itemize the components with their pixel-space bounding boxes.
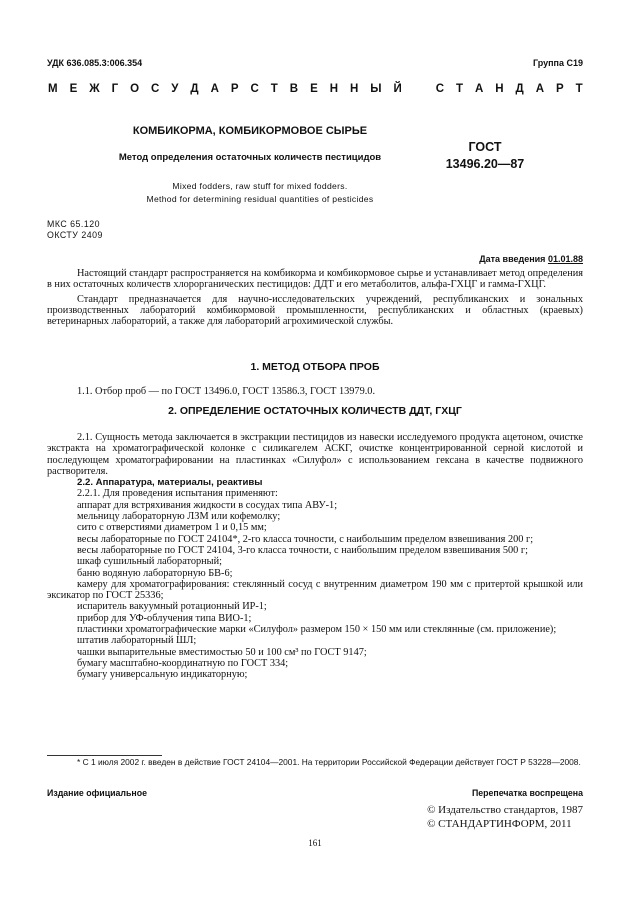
list-item: аппарат для встряхивания жидкости в сосудах типа АВУ-1; — [77, 499, 338, 511]
footnote-divider — [47, 755, 162, 756]
section-1-heading: 1. МЕТОД ОТБОРА ПРОБ — [250, 361, 380, 373]
gost-label: ГОСТ — [468, 140, 502, 154]
clause-2-2: 2.2. Аппаратура, материалы, реактивы — [77, 477, 263, 489]
clause-2-1: 2.1. Сущность метода заключается в экстракции пестицидов из навески исследуемого продукта ацетоном, очистке экстракта на хроматографической колонке с силикагелем АСКГ, очистке концентрированной серной кислотой и последующем хроматографировании на пластинках «Силуфол» с использованием гексана в качестве подвижного растворителя. — [47, 432, 583, 477]
english-title-line1: Mixed fodders, raw stuff for mixed fodders. — [172, 181, 348, 191]
introduction-date — [479, 254, 583, 264]
banner-letter: Р — [556, 83, 564, 95]
banner-letter — [414, 83, 424, 95]
banner-letter: Ы — [370, 83, 382, 95]
list-item: пластинки хроматографические марки «Силуфол» размером 150 × 150 мм или стеклянные (см. приложение); — [77, 624, 557, 636]
banner-letter: Н — [495, 83, 504, 95]
reprint-prohibited: Перепечатка воспрещена — [471, 788, 583, 798]
banner-letter: Е — [69, 83, 78, 95]
classification-codes — [47, 219, 103, 241]
standard-title: КОМБИКОРМА, КОМБИКОРМОВОЕ СЫРЬЕ — [132, 125, 368, 137]
copyright-block — [427, 803, 583, 831]
banner-letter: Д — [190, 83, 199, 95]
banner-letter: А — [474, 83, 484, 95]
section-1-heading-wrap — [47, 362, 583, 373]
copyright-line-1: © Издательство стандартов, 1987 — [427, 804, 583, 816]
gost-code: 13496.20—87 — [445, 157, 525, 171]
english-title-line2: Method for determining residual quantities of pesticides — [146, 194, 374, 204]
clause-1-1-wrap — [47, 386, 583, 397]
banner-letter: Е — [310, 83, 318, 95]
banner-letter: В — [289, 83, 299, 95]
banner-letter: А — [535, 83, 545, 95]
footnote-text: * С 1 июля 2002 г. введен в действие ГОСТ 24104—2001. На территории Российской Федерации действует ГОСТ Р 53228—2008. — [77, 757, 581, 767]
banner-letter: Ж — [89, 83, 100, 95]
intro-block — [47, 268, 583, 327]
copyright-line-2: © СТАНДАРТИНФОРМ, 2011 — [427, 818, 572, 830]
banner-letter: М — [48, 83, 58, 95]
interstate-standard-banner — [48, 83, 583, 95]
list-item: чашки выпарительные вместимостью 50 и 100 см³ по ГОСТ 9147; — [77, 646, 367, 658]
clause-2-2-1: 2.2.1. Для проведения испытания применяют: — [77, 488, 278, 500]
banner-letter: Г — [111, 83, 119, 95]
section-2-heading: 2. ОПРЕДЕЛЕНИЕ ОСТАТОЧНЫХ КОЛИЧЕСТВ ДДТ, ГХЦГ — [168, 405, 462, 417]
banner-letter: Д — [515, 83, 524, 95]
section-2-body — [47, 432, 583, 681]
banner-letter: У — [171, 83, 179, 95]
section-2-heading-wrap — [47, 406, 583, 417]
page-number: 161 — [308, 838, 322, 848]
english-title — [120, 180, 400, 206]
okstu-code: ОКСТУ 2409 — [47, 230, 103, 240]
list-item: бумагу масштабно-координатную по ГОСТ 334; — [77, 657, 289, 669]
banner-letter: Т — [455, 83, 464, 95]
group-code: Группа С19 — [532, 58, 583, 68]
list-item: мельницу лабораторную ЛЗМ или кофемолку; — [77, 511, 281, 523]
banner-letter: Р — [230, 83, 239, 95]
list-item: сито с отверстиями диаметром 1 и 0,15 мм; — [77, 522, 267, 534]
banner-letter: Й — [393, 83, 402, 95]
list-item: камеру для хроматографирования: стеклянный сосуд с внутренним диаметром 190 мм с притертой крышкой или эксикатор по ГОСТ 25336; — [47, 578, 583, 602]
list-item: бумагу универсальную индикаторную; — [77, 669, 248, 681]
banner-letter: Т — [575, 83, 583, 95]
list-item: весы лабораторные по ГОСТ 24104, 3-го класса точности, с наибольшим пределом взвешивания 500 г; — [77, 544, 528, 556]
banner-letter: С — [151, 83, 160, 95]
intro-paragraph-2: Стандарт предназначается для научно-исследовательских учреждений, республиканских и зональных производственных лабораторий комбикормовой промышленности, республиканских и областных (краевых) ветеринарных лабораторий, а также для лабораторий агрохимической службы. — [47, 293, 583, 328]
method-title: Метод определения остаточных количеств пестицидов — [118, 152, 382, 163]
introduction-date-value: 01.01.88 — [547, 254, 583, 264]
equipment-list — [47, 500, 583, 681]
banner-letter: С — [435, 83, 445, 95]
intro-paragraph-1: Настоящий стандарт распространяется на комбикорма и комбикормовое сырье и устанавливает метод определения в них остаточных количеств хлорорганических пестицидов: ДДТ и его метаболитов, альфа-ГХЦГ и гамма-ГХЦГ. — [47, 268, 583, 291]
official-edition: Издание официальное — [47, 788, 147, 798]
list-item: баню водяную лабораторную БВ-6; — [77, 567, 233, 579]
list-item: штатив лабораторный ШЛ; — [77, 635, 197, 647]
mks-code: МКС 65.120 — [47, 219, 101, 229]
banner-letter: О — [130, 83, 140, 95]
banner-letter: Н — [349, 83, 359, 95]
banner-letter: С — [250, 83, 259, 95]
gost-number — [425, 139, 545, 173]
banner-letter: А — [210, 83, 219, 95]
list-item: шкаф сушильный лабораторный; — [77, 556, 222, 568]
introduction-date-label: Дата введения — [479, 254, 546, 264]
banner-letter: Т — [270, 83, 278, 95]
footnote — [47, 757, 583, 768]
list-item: испаритель вакуумный ротационный ИР-1; — [77, 601, 267, 613]
list-item: прибор для УФ-облучения типа ВИО-1; — [77, 612, 252, 624]
clause-1-1: 1.1. Отбор проб — по ГОСТ 13496.0, ГОСТ 13586.3, ГОСТ 13979.0. — [77, 386, 376, 397]
list-item: весы лабораторные по ГОСТ 24104*, 2-го класса точности, с наибольшим пределом взвешивания 200 г; — [77, 533, 534, 545]
udk-code: УДК 636.085.3:006.354 — [47, 58, 143, 68]
banner-letter: Н — [329, 83, 339, 95]
